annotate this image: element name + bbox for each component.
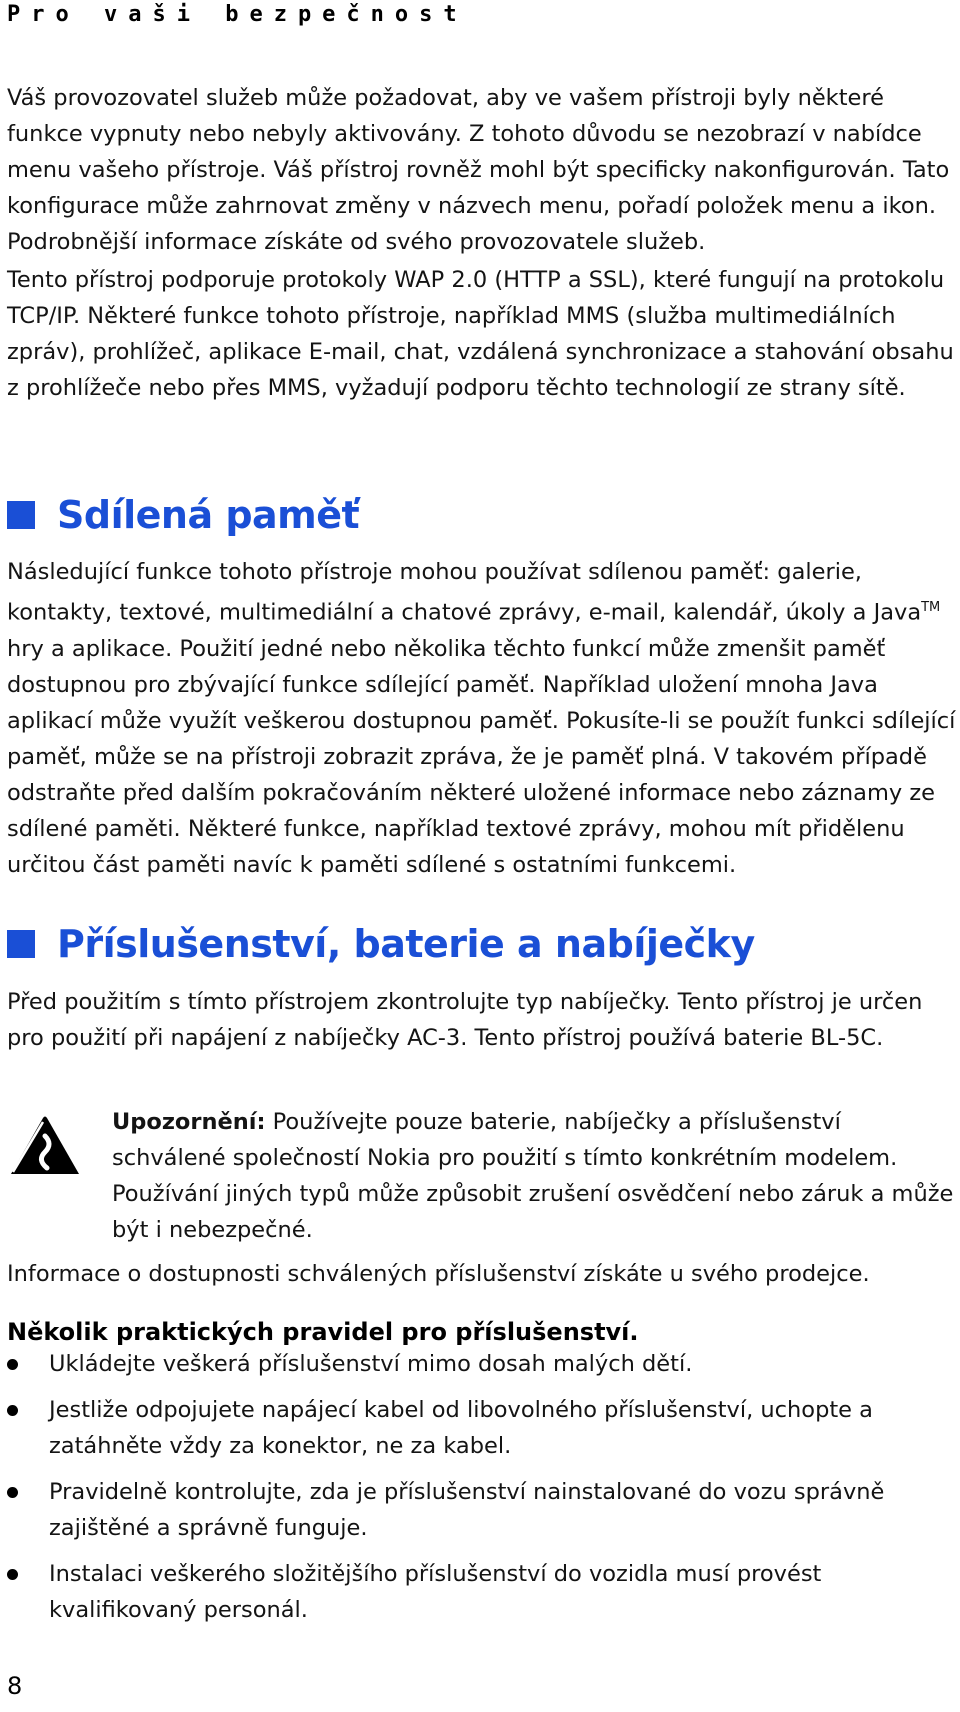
bullet-icon: [7, 1487, 18, 1498]
section-heading-shared-memory: [7, 493, 359, 537]
rules-heading: Několik praktických pravidel pro příslušenství.: [7, 1318, 639, 1346]
trademark-mark: TM: [921, 600, 941, 615]
intro-paragraph-1: Váš provozovatel služeb může požadovat, aby ve vašem přístroji byly některé funkce vypnuty nebo nebyly aktivovány. Z tohoto důvodu se nezobrazí v nabídce menu vašeho přístroje. Váš přístroj rovněž mohl být specificky nakonfigurován. Tato konfigurace může zahrnovat změny v názvech menu, pořadí položek menu a ikon. Podrobnější informace získáte od svého provozovatele služeb.: [7, 85, 950, 255]
list-item: [7, 1556, 957, 1628]
page-number: 8: [7, 1672, 23, 1700]
running-header: Pro vaši bezpečnost: [7, 2, 468, 27]
section-heading-accessories: [7, 922, 755, 966]
shared-memory-text-start: Následující funkce tohoto přístroje mohou používat sdílenou paměť: galerie, kontakty, textové, multimediální a chatové zprávy, e-mail, kalendář, úkoly a Java: [7, 559, 922, 626]
accessories-intro: Před použitím s tímto přístrojem zkontrolujte typ nabíječky. Tento přístroj je určen pro použití při napájení z nabíječky AC-3. Tento přístroj používá baterie BL-5C.: [7, 989, 923, 1051]
list-item: [7, 1346, 957, 1382]
bullet-icon: [7, 1359, 18, 1370]
heading-accessories-text: Příslušenství, baterie a nabíječky: [57, 922, 755, 966]
warning-text: Používejte pouze baterie, nabíječky a příslušenství schválené společností Nokia pro použití s tímto konkrétním modelem. Používání jiných typů může způsobit zrušení osvědčení nebo záruk a může být i nebezpečné.: [112, 1109, 954, 1243]
shared-memory-paragraph: [7, 554, 957, 883]
list-item-text: Pravidelně kontrolujte, zda je příslušenství nainstalované do vozu správně zajištěné a správně funguje.: [49, 1479, 885, 1541]
accessories-availability: Informace o dostupnosti schválených příslušenství získáte u svého prodejce.: [7, 1261, 870, 1287]
bullet-icon: [7, 1569, 18, 1580]
heading-marker-icon: [7, 501, 35, 529]
bullet-icon: [7, 1405, 18, 1416]
shared-memory-text-end: hry a aplikace. Použití jedné nebo několika těchto funkcí může zmenšit paměť dostupnou pro zbývající funkce sdílející paměť. Například uložení mnoha Java aplikací může využít veškerou dostupnou paměť. Pokusíte-li se použít funkci sdílející paměť, může se na přístroji zobrazit zpráva, že je paměť plná. V takovém případě odstraňte před dalším pokračováním některé uložené informace nebo záznamy ze sdílené paměti. Některé funkce, například textové zprávy, mohou mít přidělenu určitou část paměti navíc k paměti sdílené s ostatními funkcemi.: [7, 635, 956, 878]
list-item: [7, 1474, 957, 1546]
list-item-text: Ukládejte veškerá příslušenství mimo dosah malých dětí.: [49, 1351, 693, 1377]
list-item: [7, 1392, 957, 1464]
warning-icon: [7, 1110, 83, 1180]
warning-label: Upozornění:: [112, 1109, 266, 1135]
intro-paragraph-2: Tento přístroj podporuje protokoly WAP 2.0 (HTTP a SSL), které fungují na protokolu TCP/IP. Některé funkce tohoto přístroje, například MMS (služba multimediálních zpráv), prohlížeč, aplikace E-mail, chat, vzdálená synchronizace a stahování obsahu z prohlížeče nebo přes MMS, vyžadují podporu těchto technologií ze strany sítě.: [7, 267, 954, 401]
list-item-text: Instalaci veškerého složitějšího příslušenství do vozidla musí provést kvalifikovaný personál.: [49, 1561, 822, 1623]
warning-block: [112, 1104, 960, 1248]
heading-marker-icon: [7, 930, 35, 958]
heading-shared-memory-text: Sdílená paměť: [57, 493, 360, 537]
rules-list: [7, 1346, 957, 1638]
list-item-text: Jestliže odpojujete napájecí kabel od libovolného příslušenství, uchopte a zatáhněte vždy za konektor, ne za kabel.: [49, 1397, 873, 1459]
